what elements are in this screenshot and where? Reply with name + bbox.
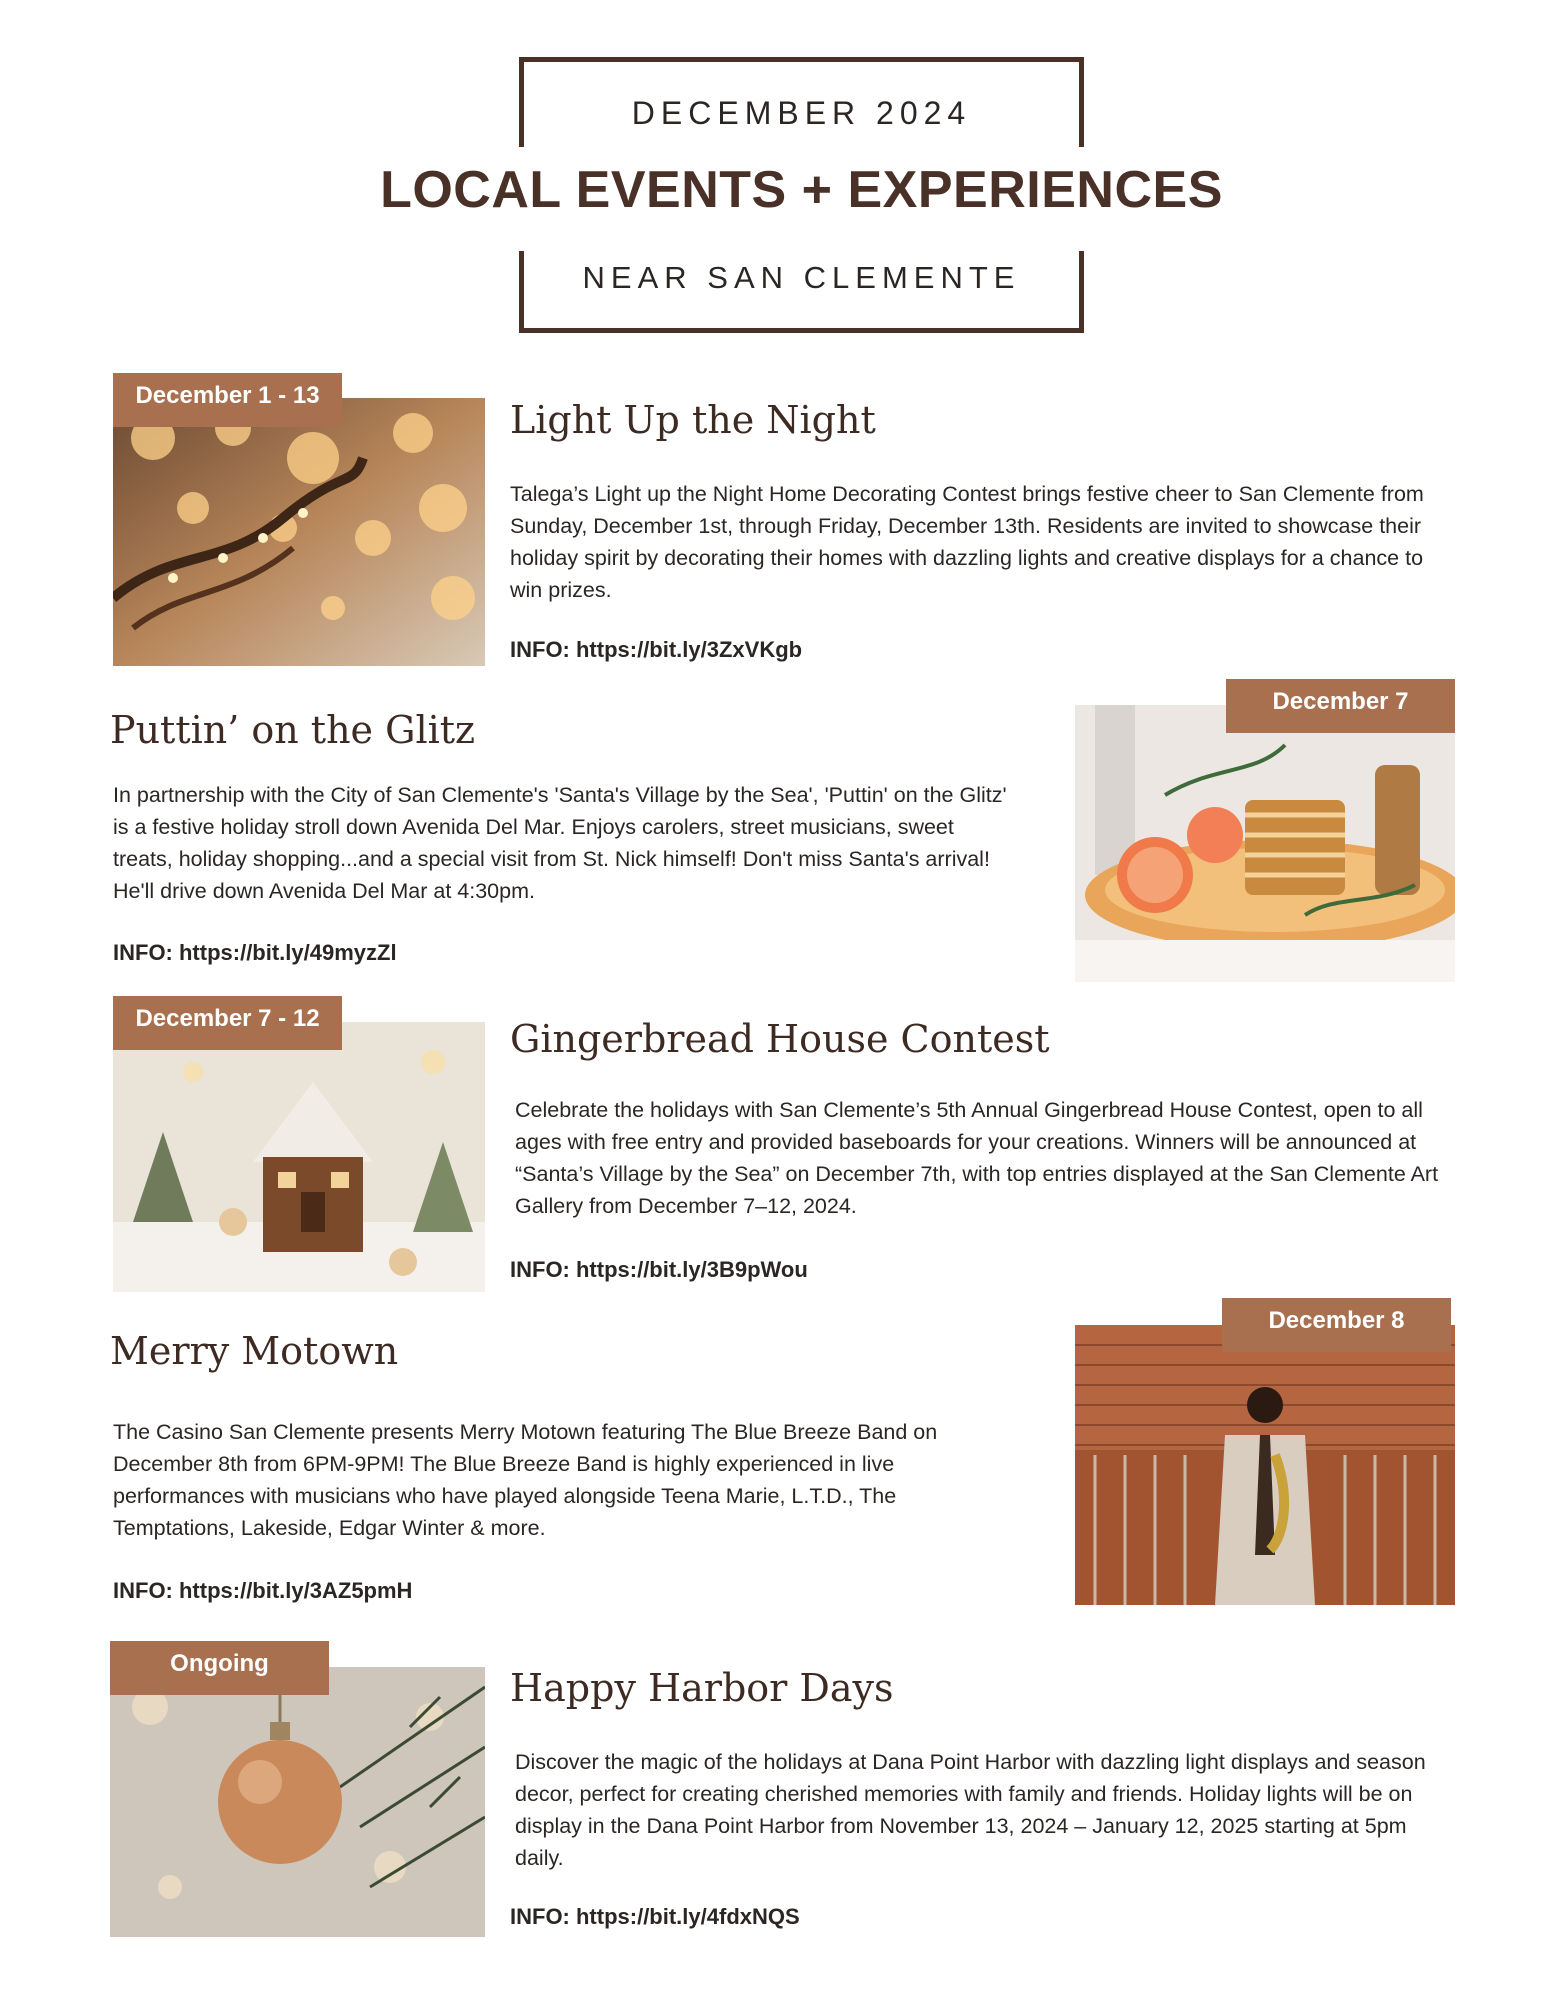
event-title: Merry Motown [110, 1329, 399, 1373]
event-description: Celebrate the holidays with San Clemente’s 5th Annual Gingerbread House Contest, open to all ages with free entry and provided baseboards for your creations. Winners will be announced at “Santa’s Village by the Sea” on December 7th, with top entries displayed at the San Clemente Art Gallery from December 7–12, 2024. [515, 1098, 1439, 1218]
event-info-link[interactable]: INFO: https://bit.ly/49myzZl [113, 940, 397, 965]
event-date-badge: December 7 [1226, 679, 1455, 733]
event-date-badge: December 7 - 12 [113, 996, 342, 1050]
event-title: Gingerbread House Contest [510, 1017, 1050, 1061]
header-month: DECEMBER 2024 [631, 95, 972, 131]
event-date-badge: Ongoing [110, 1641, 329, 1695]
event-description: The Casino San Clemente presents Merry Motown featuring The Blue Breeze Band on December 8th from 6PM-9PM! The Blue Breeze Band is highly experienced in live performances with musicians who have played alongside Teena Marie, L.T.D., The Temptations, Lakeside, Edgar Winter & more. [113, 1420, 938, 1540]
bokeh-lights-photo [113, 398, 485, 666]
event-info-link[interactable]: INFO: https://bit.ly/4fdxNQS [510, 1904, 800, 1929]
holiday-cocktail-photo [1075, 705, 1455, 982]
event-date-badge: December 1 - 13 [113, 373, 342, 427]
event-description: Talega’s Light up the Night Home Decorating Contest brings festive cheer to San Clemente from Sunday, December 1st, through Friday, December 13th. Residents are invited to showcase their holiday spirit by decorating their homes with dazzling lights and creative displays for a chance to win prizes. [510, 482, 1424, 602]
event-info-link[interactable]: INFO: https://bit.ly/3AZ5pmH [113, 1578, 413, 1603]
event-description: In partnership with the City of San Clemente's 'Santa's Village by the Sea', 'Puttin' on the Glitz' is a festive holiday stroll down Avenida Del Mar. Enjoys carolers, street musicians, sweet treats, holiday shopping...and a special visit from St. Nick himself! Don't miss Santa's arrival! He'll drive down Avenida Del Mar at 4:30pm. [113, 783, 1007, 903]
ornament-tree-photo [110, 1667, 485, 1937]
event-description: Discover the magic of the holidays at Dana Point Harbor with dazzling light displays and season decor, perfect for creating cherished memories with family and friends. Holiday lights will be on display in the Dana Point Harbor from November 13, 2024 – January 12, 2025 starting at 5pm daily. [515, 1750, 1426, 1870]
event-title: Light Up the Night [510, 398, 876, 442]
event-info-link[interactable]: INFO: https://bit.ly/3B9pWou [510, 1257, 808, 1282]
event-title: Puttin’ on the Glitz [110, 708, 476, 752]
event-info-link[interactable]: INFO: https://bit.ly/3ZxVKgb [510, 637, 803, 662]
event-title: Happy Harbor Days [510, 1666, 894, 1710]
gingerbread-house-photo [113, 1022, 485, 1292]
saxophone-player-photo [1075, 1325, 1455, 1605]
event-date-badge: December 8 [1222, 1298, 1451, 1352]
header-subtitle: NEAR SAN CLEMENTE [582, 260, 1021, 295]
page-title: LOCAL EVENTS + EXPERIENCES [380, 161, 1223, 219]
